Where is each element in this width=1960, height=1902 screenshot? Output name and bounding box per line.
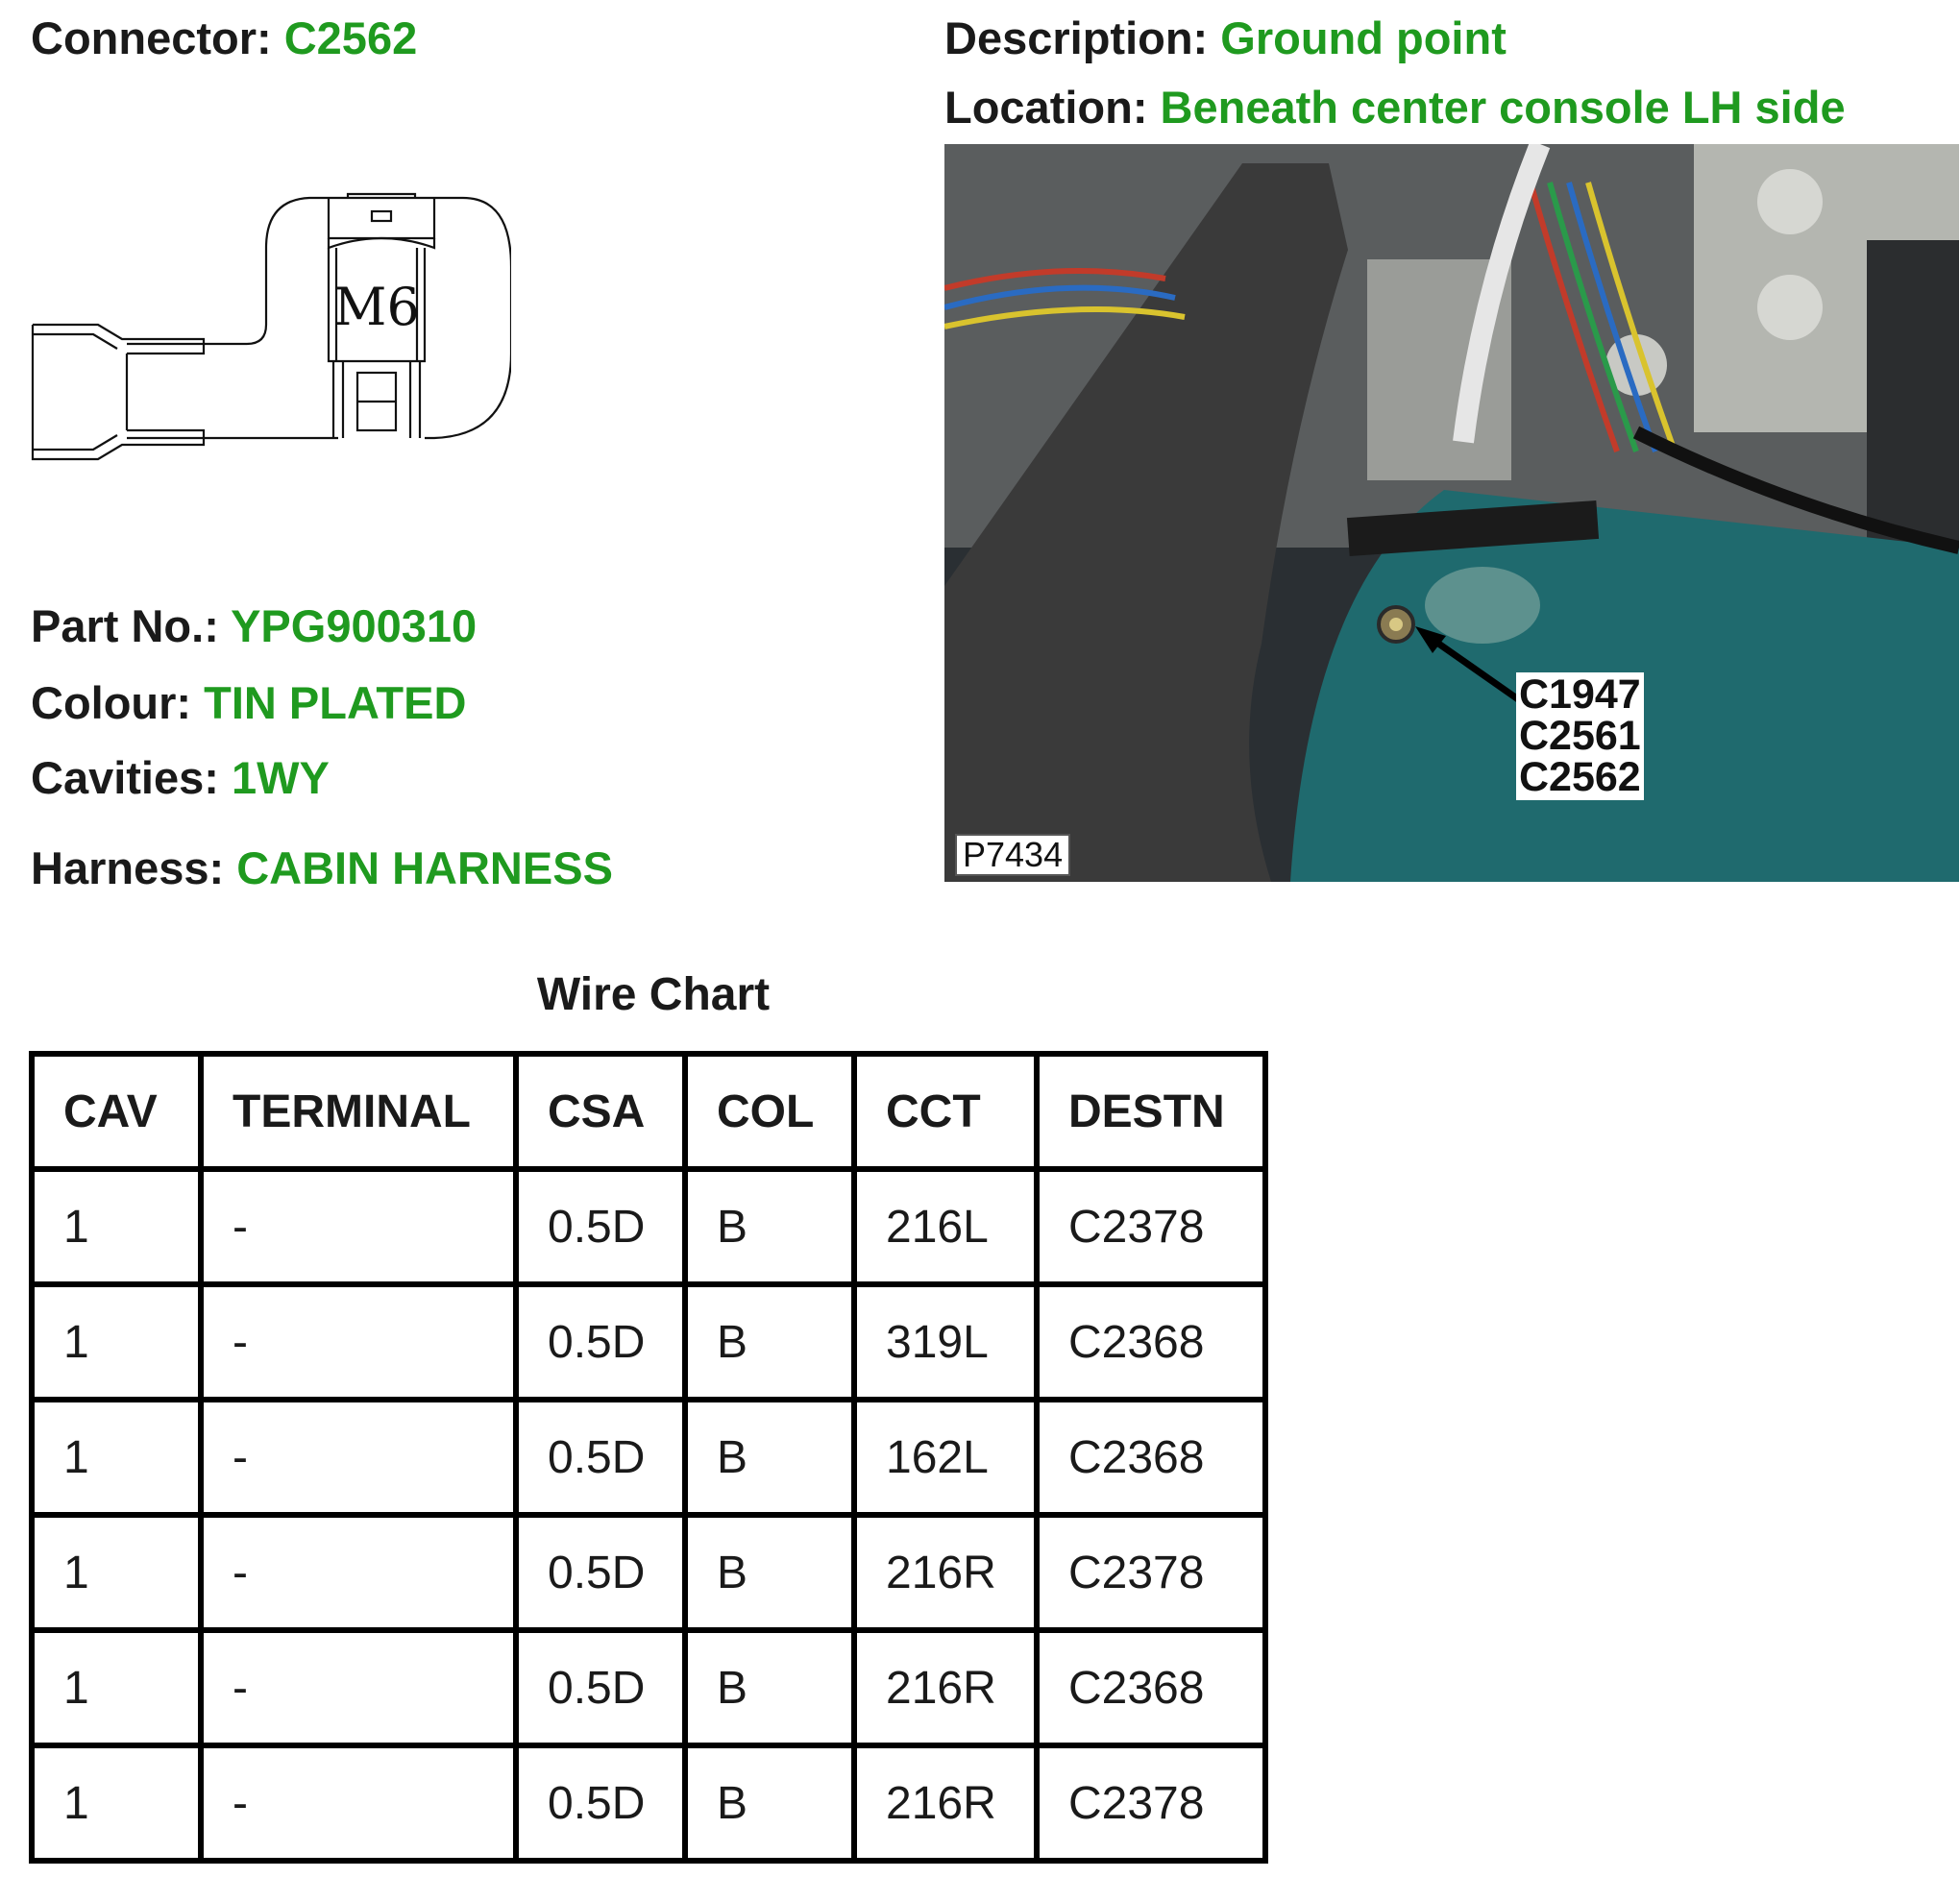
wire-chart-table — [29, 1051, 1268, 1864]
connector-value: C2562 — [283, 12, 418, 63]
header-csa: CSA — [516, 1054, 685, 1169]
cell-col: B — [685, 1284, 854, 1400]
photo-callout-line: C1947 — [1519, 671, 1641, 718]
cell-col: B — [685, 1515, 854, 1630]
cell-cct: 216R — [854, 1745, 1037, 1861]
connector-label: Connector: — [31, 12, 272, 63]
colour-label: Colour: — [31, 677, 192, 728]
harness-label: Harness: — [31, 842, 225, 893]
cell-cav: 1 — [32, 1515, 201, 1630]
cell-cav: 1 — [32, 1745, 201, 1861]
table-row — [32, 1400, 1265, 1515]
table-row — [32, 1745, 1265, 1861]
cell-terminal: - — [201, 1169, 516, 1284]
table-row — [32, 1284, 1265, 1400]
cell-csa: 0.5D — [516, 1400, 685, 1515]
part-no-label: Part No.: — [31, 600, 219, 651]
cell-col: B — [685, 1630, 854, 1745]
photo-callout-line: C2561 — [1519, 713, 1641, 759]
description-label: Description: — [944, 12, 1209, 63]
cell-csa: 0.5D — [516, 1630, 685, 1745]
cell-terminal: - — [201, 1745, 516, 1861]
table-row — [32, 1169, 1265, 1284]
part-no-value: YPG900310 — [231, 600, 478, 651]
cell-csa: 0.5D — [516, 1284, 685, 1400]
cell-destn: C2378 — [1037, 1515, 1265, 1630]
harness-field — [31, 842, 613, 893]
colour-value: TIN PLATED — [204, 677, 467, 728]
photo-callout-line: C2562 — [1519, 754, 1641, 800]
cell-cav: 1 — [32, 1400, 201, 1515]
cell-cct: 319L — [854, 1284, 1037, 1400]
photo-callout — [1516, 672, 1644, 800]
cell-csa: 0.5D — [516, 1745, 685, 1861]
cavities-value: 1WY — [231, 752, 330, 803]
header-destn: DESTN — [1037, 1054, 1265, 1169]
location-field — [944, 82, 1846, 133]
connector-drawing — [31, 190, 511, 469]
location-value: Beneath center console LH side — [1160, 82, 1846, 133]
wire-chart-title: Wire Chart — [536, 969, 771, 1020]
photo-reference: P7434 — [955, 834, 1070, 876]
cell-cct: 216R — [854, 1630, 1037, 1745]
table-row — [32, 1630, 1265, 1745]
cell-csa: 0.5D — [516, 1515, 685, 1630]
header-cav: CAV — [32, 1054, 201, 1169]
cell-cav: 1 — [32, 1630, 201, 1745]
description-field — [944, 12, 1507, 63]
description-value: Ground point — [1220, 12, 1507, 63]
connector-field — [31, 12, 418, 63]
cavities-field — [31, 752, 330, 803]
table-row — [32, 1515, 1265, 1630]
cell-cct: 216L — [854, 1169, 1037, 1284]
cell-cct: 216R — [854, 1515, 1037, 1630]
cell-terminal: - — [201, 1284, 516, 1400]
cell-cav: 1 — [32, 1284, 201, 1400]
colour-field — [31, 677, 467, 728]
cell-terminal: - — [201, 1400, 516, 1515]
cell-col: B — [685, 1169, 854, 1284]
cell-terminal: - — [201, 1630, 516, 1745]
cell-destn: C2368 — [1037, 1630, 1265, 1745]
cell-csa: 0.5D — [516, 1169, 685, 1284]
cell-col: B — [685, 1745, 854, 1861]
cell-col: B — [685, 1400, 854, 1515]
header-terminal: TERMINAL — [201, 1054, 516, 1169]
header-col: COL — [685, 1054, 854, 1169]
cell-destn: C2368 — [1037, 1284, 1265, 1400]
cavities-label: Cavities: — [31, 752, 219, 803]
stud-size-label: M6 — [333, 277, 420, 337]
photo-illustration — [944, 144, 1959, 882]
cell-destn: C2368 — [1037, 1400, 1265, 1515]
header-cct: CCT — [854, 1054, 1037, 1169]
cell-terminal: - — [201, 1515, 516, 1630]
location-label: Location: — [944, 82, 1148, 133]
location-photo — [944, 144, 1959, 882]
cell-cct: 162L — [854, 1400, 1037, 1515]
part-no-field — [31, 600, 478, 651]
cell-destn: C2378 — [1037, 1745, 1265, 1861]
cell-cav: 1 — [32, 1169, 201, 1284]
harness-value: CABIN HARNESS — [236, 842, 613, 893]
cell-destn: C2378 — [1037, 1169, 1265, 1284]
table-header-row — [32, 1054, 1265, 1169]
